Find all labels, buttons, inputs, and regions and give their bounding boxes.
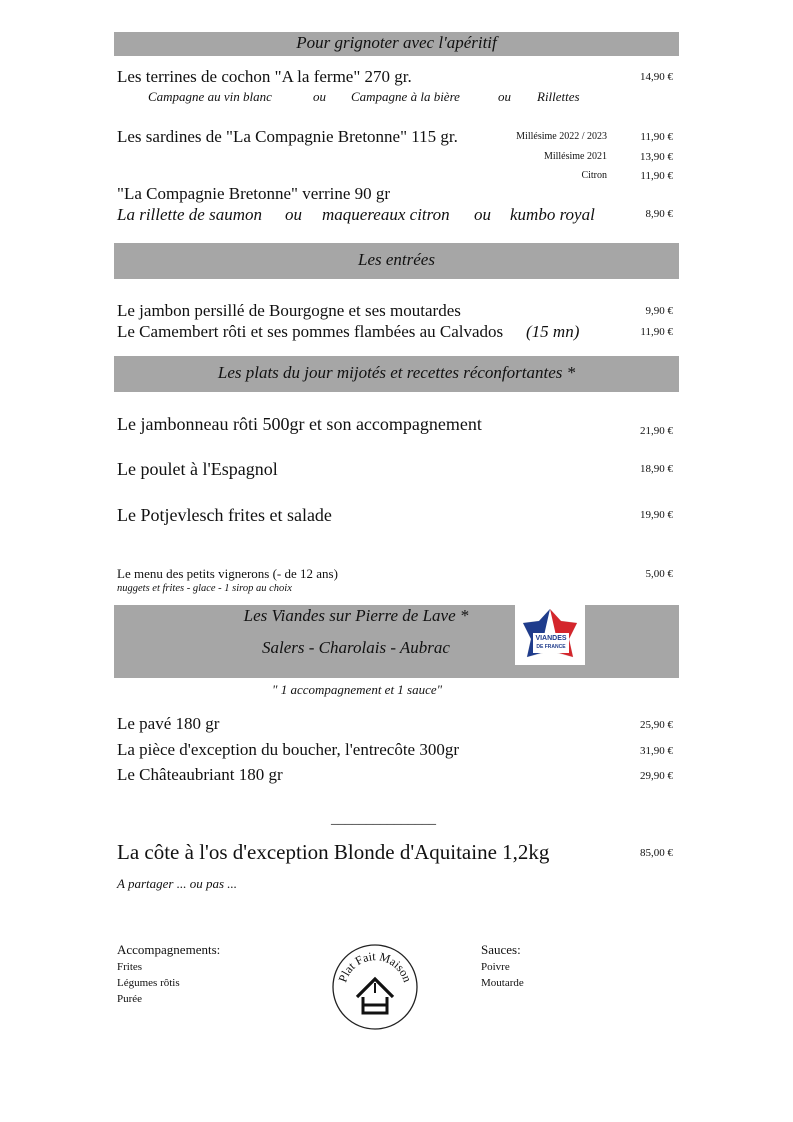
section-subtitle-viandes: Salers - Charolais - Aubrac: [262, 638, 450, 657]
plat-fait-maison-badge: [331, 943, 419, 1031]
section-band-viandes: [114, 605, 679, 678]
menu-item-potjevlesch: Le Potjevlesch frites et salade: [117, 505, 332, 525]
viandes-note: " 1 accompagnement et 1 sauce": [272, 682, 443, 697]
menu-item-verrine: "La Compagnie Bretonne" verrine 90 gr: [117, 184, 391, 203]
accompagnement-item-3: Purée: [117, 993, 143, 1005]
menu-item-poulet: Le poulet à l'Espagnol: [117, 459, 278, 479]
price-kids: 5,00 €: [645, 568, 673, 580]
accompagnements-title: Accompagnements:: [117, 942, 221, 957]
house-badge-icon: [331, 943, 419, 1031]
price-cote-a-los: 85,00 €: [640, 847, 673, 859]
badge-text: Plat Fait Maison: [335, 949, 415, 984]
separator: _______________: [331, 812, 436, 827]
price-entrecote: 31,90 €: [640, 745, 673, 757]
price-terrines: 14,90 €: [640, 71, 673, 83]
menu-item-sardines: Les sardines de "La Compagnie Bretonne" 115 gr.: [117, 127, 458, 146]
section-title-entrees: Les entrées: [358, 250, 435, 269]
sardines-variant-2-price: 13,90 €: [640, 151, 673, 163]
verrine-or-2: ou: [474, 205, 491, 224]
sardines-variant-3-price: 11,90 €: [640, 170, 673, 182]
terrines-option-3: Rillettes: [537, 89, 580, 104]
price-jambon-persille: 9,90 €: [645, 305, 673, 317]
camembert-time-note: (15 mn): [526, 322, 580, 341]
price-poulet: 18,90 €: [640, 463, 673, 475]
price-chateaubriant: 29,90 €: [640, 770, 673, 782]
menu-item-camembert: Le Camembert rôti et ses pommes flambées au Calvados: [117, 322, 504, 341]
price-camembert: 11,90 €: [640, 326, 673, 338]
sauce-item-2: Moutarde: [481, 977, 524, 989]
accompagnement-item-1: Frites: [117, 961, 143, 973]
logo-text-line-1: VIANDES: [535, 635, 567, 642]
menu-item-terrines: Les terrines de cochon "A la ferme" 270 gr.: [117, 67, 412, 86]
kids-menu-detail: nuggets et frites - glace - 1 sirop au choix: [117, 583, 292, 594]
menu-item-kids: Le menu des petits vignerons (- de 12 ans): [117, 566, 338, 581]
verrine-option-1: La rillette de saumon: [117, 205, 262, 224]
section-band-entrees: [114, 243, 679, 279]
sardines-variant-1-label: Millésime 2022 / 2023: [516, 131, 607, 142]
menu-item-chateaubriant: Le Châteaubriant 180 gr: [117, 765, 283, 784]
sardines-variant-1-price: 11,90 €: [640, 131, 673, 143]
menu-item-cote-a-los: La côte à l'os d'exception Blonde d'Aquitaine 1,2kg: [117, 840, 550, 864]
sardines-variant-2-label: Millésime 2021: [543, 151, 607, 162]
cote-a-los-note: A partager ... ou pas ...: [117, 876, 238, 891]
menu-item-jambon-persille: Le jambon persillé de Bourgogne et ses moutardes: [117, 301, 461, 320]
menu-item-entrecote: La pièce d'exception du boucher, l'entrecôte 300gr: [117, 740, 459, 759]
section-title-viandes: Les Viandes sur Pierre de Lave *: [243, 606, 469, 625]
menu-item-pave: Le pavé 180 gr: [117, 714, 220, 733]
terrines-or-1: ou: [313, 89, 326, 104]
terrines-option-2: Campagne à la bière: [351, 89, 460, 104]
price-verrine: 8,90 €: [645, 208, 673, 220]
sauces-title: Sauces:: [481, 942, 521, 957]
price-jambonneau: 21,90 €: [640, 425, 673, 437]
price-pave: 25,90 €: [640, 719, 673, 731]
sauce-item-1: Poivre: [481, 961, 510, 973]
logo-text-line-2: DE FRANCE: [536, 644, 566, 650]
sardines-variant-3-label: Citron: [581, 170, 607, 181]
terrines-option-1: Campagne au vin blanc: [148, 89, 272, 104]
section-title-aperitif: Pour grignoter avec l'apéritif: [296, 33, 497, 52]
section-title-plats: Les plats du jour mijotés et recettes réconfortantes *: [217, 363, 576, 382]
terrines-or-2: ou: [498, 89, 511, 104]
accompagnement-item-2: Légumes rôtis: [117, 977, 180, 989]
menu-item-jambonneau: Le jambonneau rôti 500gr et son accompagnement: [117, 414, 482, 434]
price-potjevlesch: 19,90 €: [640, 509, 673, 521]
viandes-de-france-logo: [515, 605, 585, 665]
section-band-plats: [114, 356, 679, 392]
verrine-option-3: kumbo royal: [510, 205, 595, 224]
verrine-option-2: maquereaux citron: [322, 205, 450, 224]
verrine-or-1: ou: [285, 205, 302, 224]
section-band-aperitif: [114, 32, 679, 56]
